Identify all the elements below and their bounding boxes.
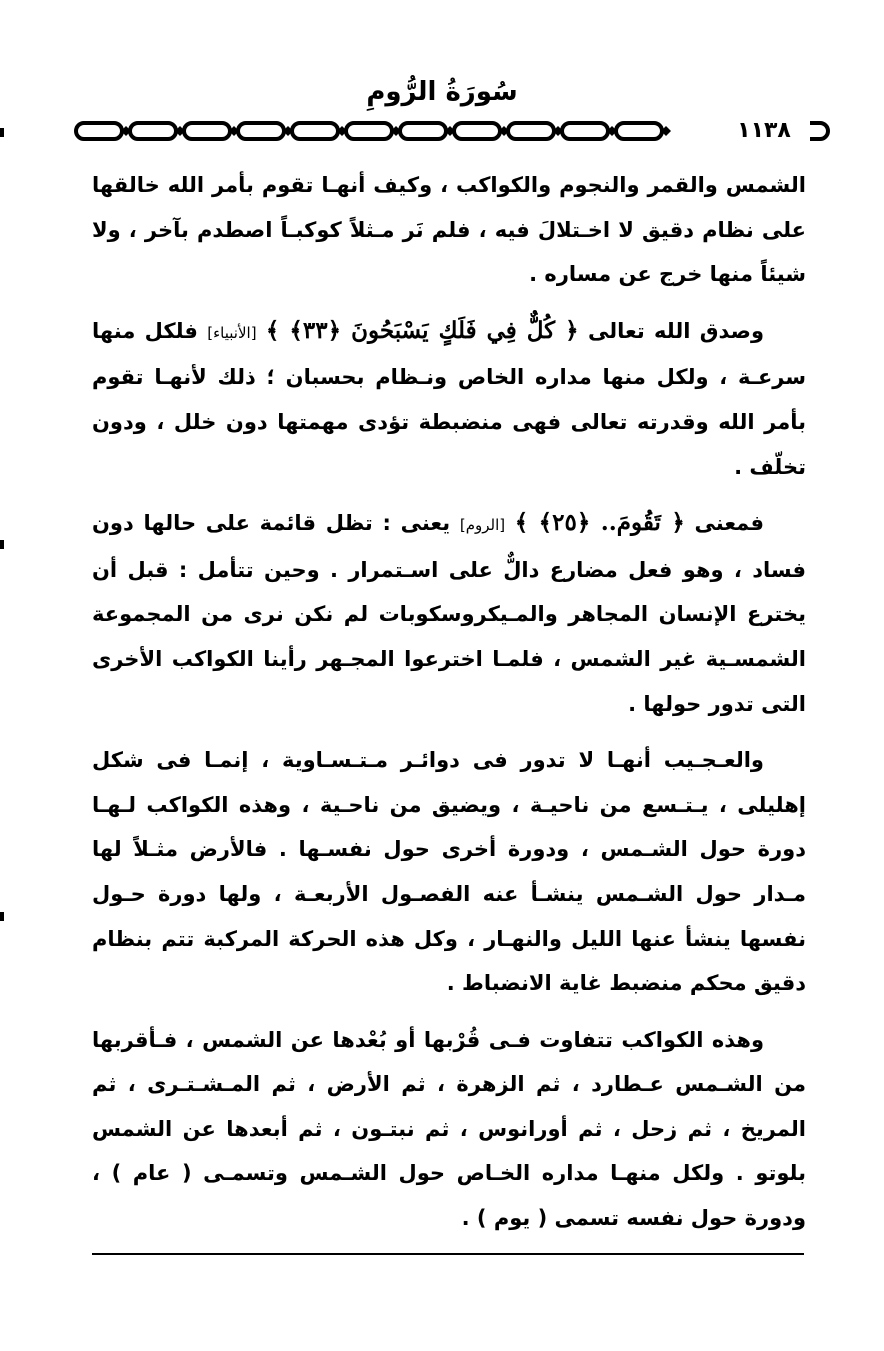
edge-mark bbox=[0, 128, 4, 137]
chain-link bbox=[292, 123, 338, 139]
chain-link bbox=[616, 123, 662, 139]
chain-link bbox=[400, 123, 446, 139]
paragraph-1: الشمس والقمر والنجوم والكواكب ، وكيف أنهـا تقوم بأمر الله خالقها على نظام دقيق لا اخـتلالَ فيه ، فلم نَر مـثلاً كوكبـاً اصطدم بآخر ، ولا شيئاً منها خرج عن مساره . bbox=[92, 173, 806, 287]
chain-link bbox=[238, 123, 284, 139]
chain-link bbox=[454, 123, 500, 139]
page-body-text bbox=[92, 163, 806, 1253]
quran-verse-anbiya: ﴿ كُلٌّ فِي فَلَكٍ يَسْبَحُونَ ﴿٣٣﴾ ﴾ bbox=[265, 316, 579, 344]
footer-rule bbox=[92, 1253, 804, 1255]
chain-link bbox=[346, 123, 392, 139]
surah-reference-rum: [الروم] bbox=[459, 516, 506, 535]
edge-mark bbox=[0, 540, 4, 549]
edge-mark bbox=[0, 912, 4, 921]
paragraph-3-body: يعنى : تظل قائمة على حالها دون فساد ، وهو فعل مضارع دالٌّ على اسـتمرار . وحين تتأمل : قبل أن يخترع الإنسان المجاهر والمـيكروسكوبات لم نكن نرى من المجموعة الشمسـية غير الشمس ، فلمـا اخترعوا المجـهر رأينا الكواكب الأخرى التى تدور حولها . bbox=[92, 511, 806, 716]
quran-verse-rum: ﴿ تَقُومَ.. ﴿٢٥﴾ ﴾ bbox=[514, 509, 685, 537]
surah-reference-anbiya: [الأنبياء] bbox=[207, 323, 257, 342]
paragraph-2 bbox=[92, 309, 806, 489]
chain-link bbox=[76, 123, 122, 139]
paragraph-3 bbox=[92, 501, 806, 726]
paragraph-2-body: فلكل منها سرعـة ، ولكل منها مداره الخاص ونـظام بحسبان ؛ ذلك لأنهـا تقوم بأمر الله وقدرته تعالى فهى منضبطة تؤدى مهمتها دون خلل ، ودون تخلّف . bbox=[92, 318, 806, 479]
chain-link bbox=[130, 123, 176, 139]
paragraph-3-lead: فمعنى bbox=[694, 511, 765, 536]
chain-link bbox=[508, 123, 554, 139]
chain-link bbox=[562, 123, 608, 139]
paragraph-5: وهذه الكواكب تتفاوت فـى قُرْبها أو بُعْدها عن الشمس ، فـأقربها من الشـمس عـطارد ، ثم الزهرة ، ثم الأرض ، ثم المـشـتـرى ، ثم المريخ ، ثم زحل ، ثم أورانوس ، ثم نبتـون ، ثم أبعدها عن الشمس بلوتو . ولكل منهـا مداره الخـاص حول الشـمس وتسمـى ( عام ) ، ودورة حول نفسه تسمى ( يوم ) . bbox=[92, 1027, 806, 1231]
page-number: ١١٣٨ bbox=[718, 115, 810, 147]
chain-link bbox=[184, 123, 230, 139]
paragraph-4: والعـجـيب أنهـا لا تدور فى دوائـر مـتـسـاوية ، إنمـا فى شكل إهليلى ، يـتـسع من ناحيـة ، ويضيق من ناحـية ، وهذه الكواكب لـهـا دورة حول الشـمس ، ودورة أخرى حول نفسـها . فالأرض مثـلاً لها مـدار حول الشـمس ينشـأ عنه الفصـول الأربعـة ، ولها دورة حـول نفسها ينشأ عنها الليل والنهـار ، وكل هذه الحركة المركبة تتم بنظام دقيق محكم منضبط غاية الانضباط . bbox=[92, 748, 806, 996]
surah-title: سُورَةُ الرُّومِ bbox=[366, 77, 518, 107]
paragraph-2-lead: وصدق الله تعالى bbox=[587, 318, 765, 343]
